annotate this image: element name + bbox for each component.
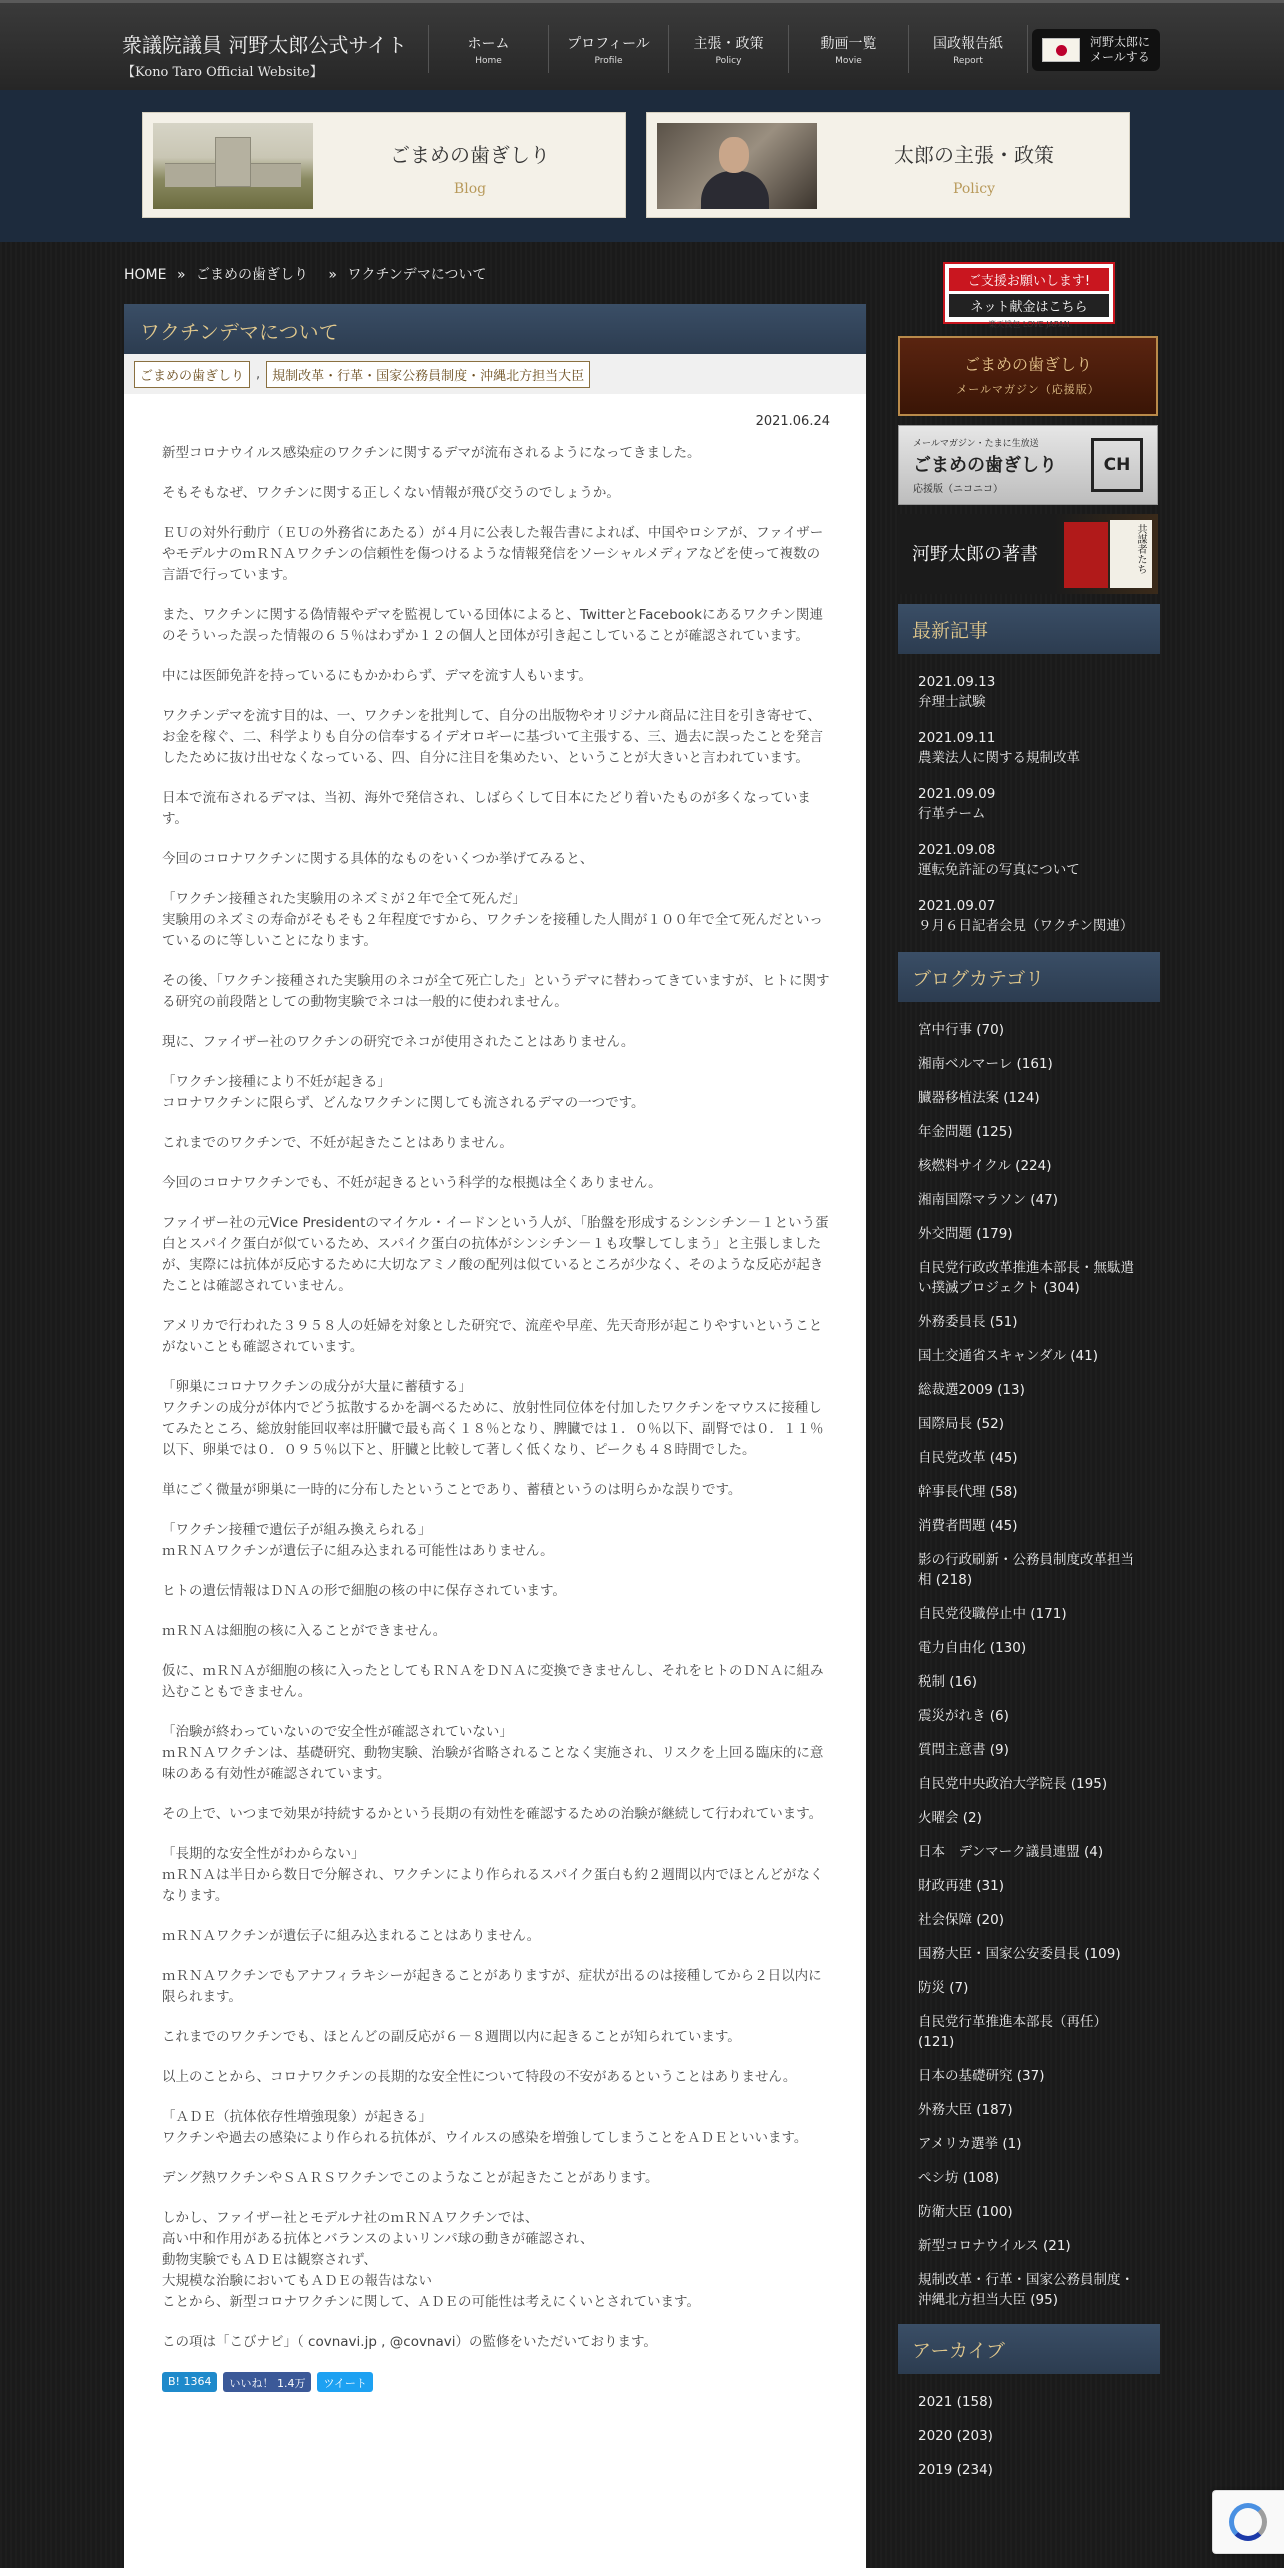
article-paragraph: これまでのワクチンで、不妊が起きたことはありません。 xyxy=(162,1135,513,1151)
nav-movie[interactable]: 動画一覧 Movie xyxy=(788,25,908,73)
category-link[interactable]: 影の行政刷新・公務員制度改革担当相 (218) xyxy=(918,1552,1134,1588)
recent-post-date: 2021.09.11 xyxy=(918,730,996,746)
archive-list xyxy=(898,2374,1160,2480)
recent-post-title[interactable]: 弁理士試験 xyxy=(918,694,986,710)
nav-profile[interactable]: プロフィール Profile xyxy=(548,25,668,73)
article-paragraph: 「長期的な安全性がわからない」 ｍＲＮＡは半日から数日で分解され、ワクチンにより作られるスパイク蛋白も約２週間以内でほとんどがなくなります。 xyxy=(162,1846,824,1904)
recent-posts-list xyxy=(898,654,1160,936)
category-link[interactable]: 宮中行事 (70) xyxy=(918,1022,1005,1038)
breadcrumb-current: ワクチンデマについて xyxy=(347,267,487,283)
books-banner[interactable]: 河野太郎の著書 共謀者たち xyxy=(898,514,1158,594)
tag-minister[interactable]: 規制改革・行革・国家公務員制度・沖縄北方担当大臣 xyxy=(266,361,590,388)
category-link[interactable]: 新型コロナウイルス (21) xyxy=(918,2238,1071,2254)
article-paragraph: ｍＲＮＡワクチンでもアナフィラキシーが起きることがありますが、症状が出るのは接種してから２日以内に限られます。 xyxy=(162,1968,822,2005)
recent-post-item[interactable] xyxy=(918,840,1140,880)
article-paragraph: これまでのワクチンでも、ほとんどの副反応が６－８週間以内に起きることが知られています。 xyxy=(162,2029,741,2045)
category-link[interactable]: アメリカ選挙 (1) xyxy=(918,2136,1022,2152)
article-paragraph: しかし、ファイザー社とモデルナ社のｍＲＮＡワクチンでは、 高い中和作用がある抗体とバランスのよいリンパ球の動きが確認され、 動物実験でもＡＤＥは観察されず、 大規模な治験においてもＡＤＥの報告はない ことから、新型コロナワクチンに関して、ＡＤＥの可能性は考えにくいとされています。 xyxy=(162,2210,700,2310)
article-paragraph: ヒトの遺伝情報はＤＮＡの形で細胞の核の中に保存されています。 xyxy=(162,1583,566,1599)
breadcrumb-blog[interactable]: ごまめの歯ぎしり xyxy=(195,267,308,283)
tag-blog[interactable]: ごまめの歯ぎしり xyxy=(134,361,250,388)
promo-banner xyxy=(0,90,1284,242)
article-paragraph: 「ワクチン接種で遺伝子が組み換えられる」 ｍＲＮＡワクチンが遺伝子に組み込まれる可能性はありません。 xyxy=(162,1522,554,1559)
breadcrumb-home[interactable]: HOME xyxy=(124,267,167,283)
category-link[interactable]: 外務委員長 (51) xyxy=(918,1314,1018,1330)
article-paragraph: そもそもなぜ、ワクチンに関する正しくない情報が飛び交うのでしょうか。 xyxy=(162,485,620,501)
sidebar xyxy=(898,262,1160,2494)
portrait-image xyxy=(657,123,817,209)
category-link[interactable]: 総裁選2009 (13) xyxy=(918,1382,1025,1398)
facebook-like-button[interactable]: いいね！ 1.4万 xyxy=(223,2372,311,2392)
mail-magazine-banner[interactable]: ごまめの歯ぎしり メールマガジン（応援版） xyxy=(898,336,1158,416)
book-cover-image xyxy=(1064,522,1108,588)
site-header xyxy=(0,0,1284,90)
promo-policy-title: 太郎の主張・政策 xyxy=(894,143,1054,167)
archive-link[interactable]: 2021 (158) xyxy=(918,2394,993,2410)
article-paragraph: ワクチンデマを流す目的は、一、ワクチンを批判して、自分の出版物やオリジナル商品に注目を引き寄せて、お金を稼ぐ、二、科学よりも自分の信奉するイデオロギーに基づいて主張する、三、過去に誤ったことを発言したために抜け出せなくなっている、四、自分に注目を集めたい、ということが大きいと言われています。 xyxy=(162,708,823,766)
niconico-channel-banner[interactable]: メールマガジン・たまに生放送 ごまめの歯ぎしり 応援版（ニコニコ） CH xyxy=(898,425,1158,505)
recent-post-title[interactable]: 行革チーム xyxy=(918,806,986,822)
archive-link[interactable]: 2020 (203) xyxy=(918,2428,993,2444)
recent-post-date: 2021.09.09 xyxy=(918,786,996,802)
article-paragraph: 「治験が終わっていないので安全性が確認されていない」 ｍＲＮＡワクチンは、基礎研究、動物実験、治験が省略されることなく実施され、リスクを上回る臨床的に意味のある有効性が確認されています。 xyxy=(162,1724,824,1782)
japan-flag-icon xyxy=(1042,38,1080,62)
category-link[interactable]: 電力自由化 (130) xyxy=(918,1640,1027,1656)
category-link[interactable]: 社会保障 (20) xyxy=(918,1912,1005,1928)
recent-post-item[interactable] xyxy=(918,784,1140,824)
article-paragraph: また、ワクチンに関する偽情報やデマを監視している団体によると、TwitterとFacebookにあるワクチン関連のそういった誤った情報の６５％はわずか１２の個人と団体が引き起こしていることが確認されています。 xyxy=(162,607,823,644)
nav-policy[interactable]: 主張・政策 Policy xyxy=(668,25,788,73)
article-paragraph: 新型コロナウイルス感染症のワクチンに関するデマが流布されるようになってきました。 xyxy=(162,445,701,461)
categories-heading: ブログカテゴリ xyxy=(898,952,1160,1002)
category-link[interactable]: 財政再建 (31) xyxy=(918,1878,1005,1894)
article-paragraph: ファイザー社の元Vice Presidentのマイケル・イードンという人が、「胎盤を形成するシンシチン－１という蛋白とスパイク蛋白が似ているため、スパイク蛋白の抗体がシンシチン－１も攻撃してしまう」と主張しましたが、実際には抗体が反応するために大切なアミノ酸の配列は似ているところが少なく、そのような反応が起きたことは確認されていません。 xyxy=(162,1215,829,1294)
donate-banner[interactable]: ご支援お願いします! ネット献金はこちら 楽天钱包 LOVE JAPAN xyxy=(943,262,1115,324)
category-link[interactable]: 年金問題 (125) xyxy=(918,1124,1013,1140)
category-link[interactable]: 日本 デンマーク議員連盟 (4) xyxy=(918,1844,1104,1860)
site-subtitle: 【Kono Taro Official Website】 xyxy=(122,65,323,80)
article-paragraph: 「ＡＤＥ（抗体依存性増強現象）が起きる」 ワクチンや過去の感染により作られる抗体が、ウイルスの感染を増強してしまうことをＡＤＥといいます。 xyxy=(162,2109,808,2146)
social-buttons xyxy=(162,2372,830,2392)
article-paragraph: その後、「ワクチン接種された実験用のネコが全て死亡した」というデマに替わってきていますが、ヒトに関する研究の前段階としての動物実験でネコは一般的に使われません。 xyxy=(162,973,830,1010)
article-paragraph: 日本で流布されるデマは、当初、海外で発信され、しばらくして日本にたどり着いたものが多くなっています。 xyxy=(162,790,811,827)
promo-blog-sub: Blog xyxy=(453,181,487,197)
category-link[interactable]: 国際局長 (52) xyxy=(918,1416,1005,1432)
category-link[interactable]: 自民党行革推進本部長（再任） (121) xyxy=(918,2014,1107,2050)
article-paragraph: 「ワクチン接種により不妊が起きる」 コロナワクチンに限らず、どんなワクチンに関しても流されるデマの一つです。 xyxy=(162,1074,645,1111)
article-paragraph: 「ワクチン接種された実験用のネズミが２年で全て死んだ」 実験用のネズミの寿命がそもそも２年程度ですから、ワクチンを接種した人間が１００年で全て死んだといっているのに等しいことになります。 xyxy=(162,891,823,949)
main-nav xyxy=(428,25,1028,73)
mail-button[interactable]: 河野太郎に メールする xyxy=(1032,29,1160,71)
archive-heading: アーカイブ xyxy=(898,2324,1160,2374)
article-paragraph: 現に、ファイザー社のワクチンの研究でネコが使用されたことはありません。 xyxy=(162,1034,635,1050)
promo-policy[interactable] xyxy=(646,112,1130,218)
article-paragraph: アメリカで行われた３９５８人の妊婦を対象とした研究で、流産や早産、先天奇形が起こりやすいということがないことも確認されています。 xyxy=(162,1318,823,1355)
site-title[interactable]: 衆議院議員 河野太郎公式サイト xyxy=(122,33,407,57)
category-link[interactable]: 湘南ベルマーレ (161) xyxy=(918,1056,1053,1072)
article-paragraph: 今回のコロナワクチンに関する具体的なものをいくつか挙げてみると、 xyxy=(162,851,594,867)
recent-posts-heading: 最新記事 xyxy=(898,604,1160,654)
category-link[interactable]: 質問主意書 (9) xyxy=(918,1742,1009,1758)
recent-post-title[interactable]: ９月６日記者会見（ワクチン関連） xyxy=(918,918,1134,934)
article-paragraph: 単にごく微量が卵巣に一時的に分布したということであり、蓄積というのは明らかな誤りです。 xyxy=(162,1482,742,1498)
recent-post-item[interactable] xyxy=(918,728,1140,768)
book-cover-title: 共謀者たち xyxy=(1110,520,1152,588)
category-link[interactable]: 自民党中央政治大学院長 (195) xyxy=(918,1776,1108,1792)
article-paragraph: 以上のことから、コロナワクチンの長期的な安全性について特段の不安があるということはありません。 xyxy=(162,2069,797,2085)
recent-post-item[interactable] xyxy=(918,672,1140,712)
article-paragraph: 今回のコロナワクチンでも、不妊が起きるという科学的な根拠は全くありません。 xyxy=(162,1175,662,1191)
article xyxy=(124,304,866,2568)
archive-link[interactable]: 2019 (234) xyxy=(918,2462,993,2478)
category-link[interactable]: 湘南国際マラソン (47) xyxy=(918,1192,1059,1208)
categories-list xyxy=(898,1002,1160,2310)
article-paragraph: その上で、いつまで効果が持続するかという長期の有効性を確認するための治験が継続して行われています。 xyxy=(162,1806,823,1822)
article-paragraph: ｍＲＮＡは細胞の核に入ることができません。 xyxy=(162,1623,447,1639)
category-link[interactable]: 日本の基礎研究 (37) xyxy=(918,2068,1045,2084)
recaptcha-icon xyxy=(1229,2503,1267,2541)
recent-post-item[interactable] xyxy=(918,896,1140,936)
recent-post-date: 2021.09.07 xyxy=(918,898,996,914)
article-title: ワクチンデマについて xyxy=(124,304,866,354)
article-paragraph: この項は「こびナビ」（ covnavi.jp , @covnavi）の監修をいただいております。 xyxy=(162,2334,657,2350)
tweet-button[interactable]: ツイート xyxy=(317,2372,372,2392)
diet-building-image xyxy=(153,123,313,209)
nav-home[interactable]: ホーム Home xyxy=(428,25,548,73)
category-link[interactable]: 消費者問題 (45) xyxy=(918,1518,1018,1534)
nav-report[interactable]: 国政報告紙 Report xyxy=(908,25,1028,73)
category-link[interactable]: 税制 (16) xyxy=(918,1674,978,1690)
category-link[interactable]: 核燃料サイクル (224) xyxy=(918,1158,1052,1174)
category-link[interactable]: 震災がれき (6) xyxy=(918,1708,1009,1724)
channel-icon: CH xyxy=(1091,438,1143,492)
category-link[interactable]: 国土交通省スキャンダル (41) xyxy=(918,1348,1098,1364)
category-link[interactable]: 外務大臣 (187) xyxy=(918,2102,1013,2118)
category-link[interactable]: 防災 (7) xyxy=(918,1980,969,1996)
breadcrumb: HOME » ごまめの歯ぎしり » ワクチンデマについて xyxy=(124,267,487,283)
article-paragraph: ｍＲＮＡワクチンが遺伝子に組み込まれることはありません。 xyxy=(162,1928,541,1944)
article-paragraph: 仮に、ｍＲＮＡが細胞の核に入ったとしてもＲＮＡをＤＮＡに変換できませんし、それをヒトのＤＮＡに組み込むこともできません。 xyxy=(162,1663,824,1700)
category-link[interactable]: 自民党改革 (45) xyxy=(918,1450,1018,1466)
category-link[interactable]: 自民党行政改革推進本部長・無駄遣い撲滅プロジェクト (304) xyxy=(918,1260,1134,1296)
recent-post-title[interactable]: 農業法人に関する規制改革 xyxy=(918,750,1080,766)
promo-blog[interactable] xyxy=(142,112,626,218)
category-link[interactable]: 防衛大臣 (100) xyxy=(918,2204,1013,2220)
article-paragraph: デング熱ワクチンやＳＡＲＳワクチンでこのようなことが起きたことがあります。 xyxy=(162,2170,659,2186)
article-tags: ごまめの歯ぎしり , 規制改革・行革・国家公務員制度・沖縄北方担当大臣 xyxy=(124,354,866,394)
recent-post-date: 2021.09.13 xyxy=(918,674,996,690)
category-link[interactable]: 幹事長代理 (58) xyxy=(918,1484,1018,1500)
recent-post-date: 2021.09.08 xyxy=(918,842,996,858)
article-date: 2021.06.24 xyxy=(755,414,830,429)
category-link[interactable]: 国務大臣・国家公安委員長 (109) xyxy=(918,1946,1121,1962)
article-body xyxy=(124,443,866,2353)
category-link[interactable]: ぺシ坊 (108) xyxy=(918,2170,1000,2186)
category-link[interactable]: 火曜会 (2) xyxy=(918,1810,982,1826)
category-link[interactable]: 臓器移植法案 (124) xyxy=(918,1090,1040,1106)
category-link[interactable]: 規制改革・行革・国家公務員制度・沖縄北方担当大臣 (95) xyxy=(918,2272,1134,2308)
category-link[interactable]: 自民党役職停止中 (171) xyxy=(918,1606,1067,1622)
promo-blog-title: ごまめの歯ぎしり xyxy=(390,143,550,167)
article-paragraph: ＥＵの対外行動庁（ＥＵの外務省にあたる）が４月に公表した報告書によれば、中国やロシアが、ファイザーやモデルナのｍＲＮＡワクチンの信頼性を傷つけるような情報発信をソーシャルメディアなどを使って複数の言語で行っています。 xyxy=(162,525,824,583)
article-paragraph: 中には医師免許を持っているにもかかわらず、デマを流す人もいます。 xyxy=(162,668,592,684)
category-link[interactable]: 外交問題 (179) xyxy=(918,1226,1013,1242)
promo-policy-sub: Policy xyxy=(953,181,995,197)
hatena-bookmark-button[interactable]: B! 1364 xyxy=(162,2372,217,2392)
recent-post-title[interactable]: 運転免許証の写真について xyxy=(918,862,1080,878)
recaptcha-badge[interactable] xyxy=(1212,2490,1284,2554)
article-paragraph: 「卵巣にコロナワクチンの成分が大量に蓄積する」 ワクチンの成分が体内でどう拡散するかを調べるために、放射性同位体を付加したワクチンをマウスに接種してみたところ、総放射能回収率は肝臓で最も高く１８％となり、脾臓では１．０％以下、副腎では０．１１％以下、卵巣では０．０９５％以下と、肝臓と比較して著しく低くなり、ピークも４８時間でした。 xyxy=(162,1379,824,1458)
